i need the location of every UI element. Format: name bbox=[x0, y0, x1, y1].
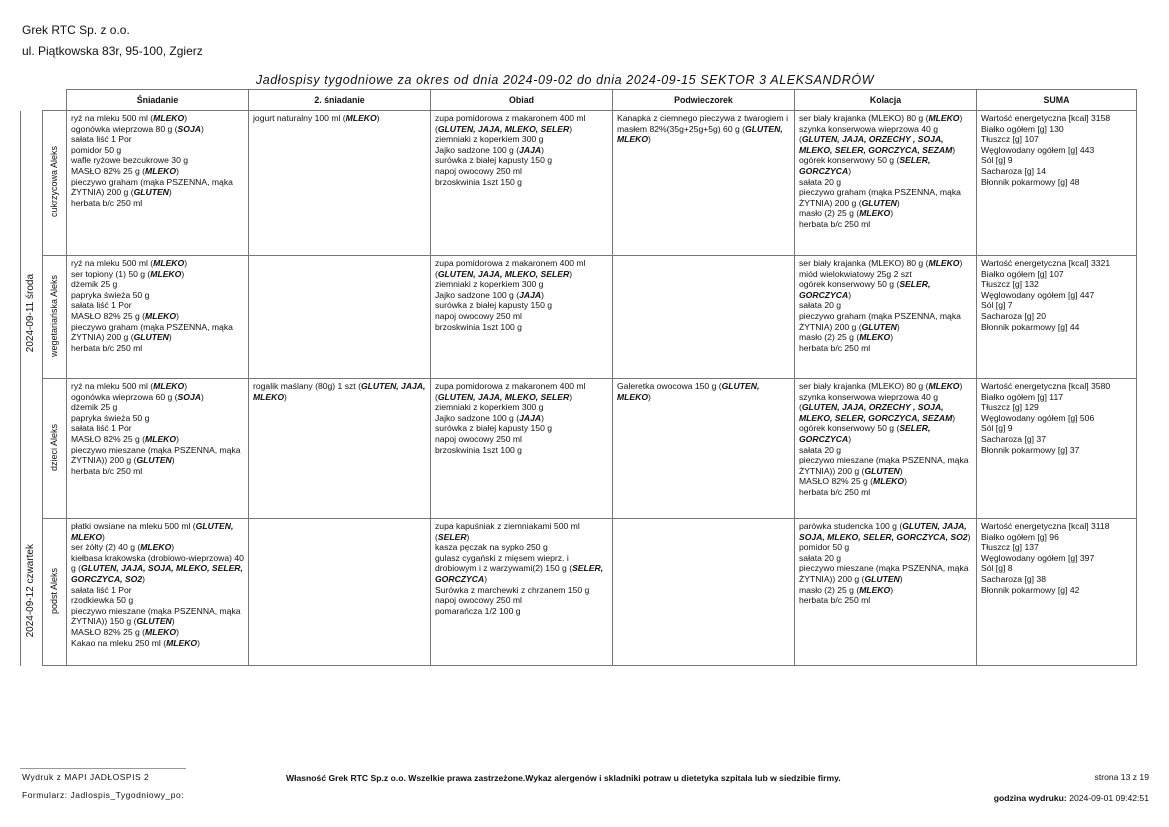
menu-item-line: papryka świeża 50 g bbox=[71, 412, 150, 423]
allergen-list: GLUTEN, JAJA, SOJA, MLEKO, SELER, GORCZYCA, SO2 bbox=[799, 521, 968, 542]
snack-cell bbox=[613, 379, 795, 519]
menu-item-line: masło (2) 25 g (MLEKO) bbox=[799, 332, 894, 343]
menu-item-line: pieczywo mieszane (mąka PSZENNA, mąka ŻYTNIA)) 200 g (GLUTEN) bbox=[71, 444, 241, 466]
nutrition-line: Białko ogółem [g] 107 bbox=[981, 268, 1064, 279]
menu-item-line: jogurt naturalny 100 ml (MLEKO) bbox=[253, 113, 380, 123]
menu-item-line: rogalik maślany (80g) 1 szt (GLUTEN, JAJA, MLEKO) bbox=[253, 381, 426, 402]
menu-item-line: wafle ryżowe bezcukrowe 30 g bbox=[71, 155, 189, 166]
allergen-list: MLEKO bbox=[859, 584, 891, 595]
allergen-list: JAJA bbox=[519, 144, 542, 155]
menu-item-line: ziemniaki z koperkiem 300 g bbox=[435, 134, 544, 145]
menu-item-line: dżemik 25 g bbox=[71, 279, 118, 290]
allergen-list: GLUTEN, JAJA, SOJA, MLEKO, SELER, GORCZYCA, SO2 bbox=[71, 563, 243, 584]
menu-item-line: pieczywo mieszane (mąka PSZENNA, mąka ŻYTNIA)) 200 g (GLUTEN) bbox=[799, 455, 969, 476]
menu-item-line: napoj owocowy 250 ml bbox=[435, 595, 522, 606]
menu-item-line: herbata b/c 250 ml bbox=[71, 342, 143, 353]
allergen-list: MLEKO bbox=[859, 332, 891, 343]
dinner-cell bbox=[795, 519, 977, 666]
nutrition-line: Błonnik pokarmowy [g] 37 bbox=[981, 444, 1080, 455]
nutrition-line: Białko ogółem [g] 96 bbox=[981, 531, 1059, 542]
diet-name: dzieci Aleks bbox=[49, 423, 60, 471]
day-date-cell bbox=[21, 111, 43, 519]
nutrition-line: Tłuszcz [g] 107 bbox=[981, 134, 1039, 145]
allergen-list: GLUTEN bbox=[136, 455, 172, 466]
diet-name: wegetariańska Aleks bbox=[49, 274, 60, 357]
allergen-list: SELER, GORCZYCA bbox=[435, 563, 604, 584]
allergen-list: GLUTEN, JAJA, MLEKO, SELER bbox=[437, 123, 570, 134]
column-header: Kolacja bbox=[795, 90, 977, 111]
menu-item-line: herbata b/c 250 ml bbox=[799, 218, 871, 229]
allergen-list: MLEKO bbox=[140, 542, 172, 553]
menu-item-line: brzoskwinia 1szt 150 g bbox=[435, 176, 522, 187]
allergen-list: SELER, GORCZYCA bbox=[799, 423, 931, 444]
second-breakfast-cell bbox=[249, 379, 431, 519]
column-header: Śniadanie bbox=[67, 90, 249, 111]
menu-item-line: sałata 20 g bbox=[799, 176, 842, 187]
menu-item-line: masło (2) 25 g (MLEKO) bbox=[799, 584, 894, 595]
menu-item-line: herbata b/c 250 ml bbox=[799, 595, 871, 606]
menu-item-line: rzodkiewka 50 g bbox=[71, 595, 134, 606]
header-spacer bbox=[43, 90, 67, 111]
nutrition-line: Węglowodany ogółem [g] 397 bbox=[981, 552, 1095, 563]
menu-item-line: sałata liść 1 Por bbox=[71, 584, 132, 595]
nutrition-line: Węglowodany ogółem [g] 443 bbox=[981, 144, 1095, 155]
nutrition-line: Białko ogółem [g] 117 bbox=[981, 391, 1064, 402]
breakfast-cell bbox=[67, 519, 249, 666]
menu-item-line: szynka konserwowa wieprzowa 40 g (GLUTEN, JAJA, ORZECHY , SOJA, MLEKO, SELER, GORCZYCA, SEZAM) bbox=[799, 123, 956, 155]
nutrition-line: Wartość energetyczna [kcal] 3118 bbox=[981, 521, 1110, 531]
menu-item-line: herbata b/c 250 ml bbox=[71, 197, 143, 208]
nutrition-line: Sacharoza [g] 14 bbox=[981, 165, 1046, 176]
allergen-list: GLUTEN, MLEKO bbox=[71, 521, 234, 542]
allergen-list: MLEKO bbox=[928, 381, 960, 391]
nutrition-line: Sacharoza [g] 20 bbox=[981, 310, 1046, 321]
menu-item-line: brzoskwinia 1szt 100 g bbox=[435, 444, 522, 455]
summary-cell bbox=[977, 111, 1137, 256]
footer-printout: Wydruk z MAPI JADŁOSPIS 2 bbox=[22, 772, 150, 782]
menu-item-line: surówka z białej kapusty 150 g bbox=[435, 155, 553, 166]
lunch-cell bbox=[431, 111, 613, 256]
allergen-list: SOJA bbox=[177, 123, 201, 134]
menu-row bbox=[21, 256, 1137, 379]
day-date: 2024-09-11 środa bbox=[25, 274, 37, 353]
snack-cell bbox=[613, 256, 795, 379]
menu-item-line: herbata b/c 250 ml bbox=[71, 465, 143, 476]
nutrition-line: Węglowodany ogółem [g] 506 bbox=[981, 412, 1095, 423]
menu-item-line: pomidor 50 g bbox=[71, 144, 122, 155]
company-name: Grek RTC Sp. z o.o. bbox=[22, 23, 130, 37]
menu-item-line: MASŁO 82% 25 g (MLEKO) bbox=[71, 626, 179, 637]
second-breakfast-cell bbox=[249, 256, 431, 379]
menu-item-line: Jajko sadzone 100 g (JAJA) bbox=[435, 412, 544, 423]
menu-item-line: napoj owocowy 250 ml bbox=[435, 165, 522, 176]
menu-item-line: pieczywo graham (mąka PSZENNA, mąka ŻYTNIA) 200 g (GLUTEN) bbox=[71, 176, 233, 198]
menu-item-line: sałata liść 1 Por bbox=[71, 134, 132, 145]
menu-item-line: ziemniaki z koperkiem 300 g bbox=[435, 279, 544, 290]
menu-item-line: szynka konserwowa wieprzowa 40 g (GLUTEN, JAJA, ORZECHY , SOJA, MLEKO, SELER, GORCZYCA, SEZAM) bbox=[799, 391, 956, 423]
menu-row bbox=[21, 111, 1137, 256]
second-breakfast-cell bbox=[249, 111, 431, 256]
allergen-list: MLEKO bbox=[150, 268, 182, 279]
allergen-list: GLUTEN bbox=[133, 332, 169, 343]
allergen-list: GLUTEN bbox=[133, 187, 169, 198]
menu-item-line: ser topiony (1) 50 g (MLEKO) bbox=[71, 268, 185, 279]
diet-cell bbox=[43, 111, 67, 256]
allergen-list: GLUTEN bbox=[861, 197, 897, 208]
menu-item-line: pomidor 50 g bbox=[799, 542, 850, 553]
menu-item-line: ogórek konserwowy 50 g (SELER, GORCZYCA) bbox=[799, 155, 931, 176]
menu-item-line: Kanapka z ciemnego pieczywa z twarogiem i masłem 82%(35g+25g+5g) 60 g (GLUTEN, MLEKO) bbox=[617, 113, 789, 145]
lunch-cell bbox=[431, 379, 613, 519]
nutrition-line: Błonnik pokarmowy [g] 44 bbox=[981, 321, 1080, 332]
menu-item-line: miód wielokwiatowy 25g 2 szt bbox=[799, 268, 912, 279]
menu-item-line: parówka studencka 100 g (GLUTEN, JAJA, SOJA, MLEKO, SELER, GORCZYCA, SO2) bbox=[799, 521, 971, 542]
menu-item-line: ogonówka wieprzowa 60 g (SOJA) bbox=[71, 391, 204, 402]
menu-item-line: zupa pomidorowa z makaronem 400 ml (GLUTEN, JAJA, MLEKO, SELER) bbox=[435, 113, 586, 134]
menu-item-line: kasza pęczak na sypko 250 g bbox=[435, 542, 548, 553]
summary-cell bbox=[977, 519, 1137, 666]
column-header: SUMA bbox=[977, 90, 1137, 111]
menu-item-line: napoj owocowy 250 ml bbox=[435, 433, 522, 444]
breakfast-cell bbox=[67, 256, 249, 379]
diet-name: cukrzycowa Aleks bbox=[49, 146, 60, 218]
allergen-list: GLUTEN, JAJA, MLEKO, SELER bbox=[437, 268, 570, 279]
allergen-list: MLEKO bbox=[153, 258, 185, 268]
nutrition-line: Błonnik pokarmowy [g] 48 bbox=[981, 176, 1080, 187]
header-row bbox=[21, 90, 1137, 111]
diet-cell bbox=[43, 379, 67, 519]
menu-item-line: masło (2) 25 g (MLEKO) bbox=[799, 208, 894, 219]
menu-item-line: ogórek konserwowy 50 g (SELER, GORCZYCA) bbox=[799, 279, 931, 300]
nutrition-line: Wartość energetyczna [kcal] 3580 bbox=[981, 381, 1111, 391]
nutrition-line: Sacharoza [g] 37 bbox=[981, 433, 1046, 444]
menu-item-line: papryka świeża 50 g bbox=[71, 289, 150, 300]
allergen-list: SELER, GORCZYCA bbox=[799, 155, 931, 176]
menu-row bbox=[21, 519, 1137, 666]
menu-item-line: pieczywo graham (mąka PSZENNA, mąka ŻYTNIA) 200 g (GLUTEN) bbox=[799, 310, 961, 332]
day-date-cell bbox=[21, 519, 43, 666]
menu-item-line: herbata b/c 250 ml bbox=[799, 486, 871, 497]
column-header: 2. śniadanie bbox=[249, 90, 431, 111]
allergen-list: SELER, GORCZYCA bbox=[799, 279, 931, 300]
allergen-list: JAJA bbox=[519, 412, 542, 423]
summary-cell bbox=[977, 256, 1137, 379]
menu-item-line: brzoskwinia 1szt 100 g bbox=[435, 321, 522, 332]
menu-item-line: ser biały krajanka (MLEKO) 80 g (MLEKO) bbox=[799, 113, 963, 123]
allergen-list: SOJA bbox=[177, 391, 201, 402]
menu-item-line: pieczywo mieszane (mąka PSZENNA, mąka ŻYTNIA)) 200 g (GLUTEN) bbox=[799, 563, 969, 584]
allergen-list: GLUTEN, JAJA, MLEKO, SELER bbox=[437, 391, 570, 402]
allergen-list: MLEKO bbox=[145, 626, 177, 637]
nutrition-line: Tłuszcz [g] 129 bbox=[981, 402, 1039, 413]
document-title: Jadłospisy tygodniowe za okres od dnia 2024-09-02 do dnia 2024-09-15 SEKTOR 3 ALEKSANDRÓW bbox=[255, 73, 875, 87]
menu-item-line: Galeretka owocowa 150 g (GLUTEN, MLEKO) bbox=[617, 381, 760, 402]
lunch-cell bbox=[431, 519, 613, 666]
menu-item-line: sałata 20 g bbox=[799, 444, 842, 455]
diet-cell bbox=[43, 519, 67, 666]
menu-item-line: Jajko sadzone 100 g (JAJA) bbox=[435, 289, 544, 300]
allergen-list: GLUTEN, JAJA, MLEKO bbox=[253, 381, 426, 402]
nutrition-line: Wartość energetyczna [kcal] 3321 bbox=[981, 258, 1111, 268]
menu-item-line: sałata 20 g bbox=[799, 300, 842, 311]
allergen-list: GLUTEN, JAJA, ORZECHY , SOJA, MLEKO, SELER, GORCZYCA, SEZAM bbox=[799, 134, 953, 155]
menu-item-line: surówka z białej kapusty 150 g bbox=[435, 423, 553, 434]
menu-item-line: MASŁO 82% 25 g (MLEKO) bbox=[799, 476, 907, 487]
menu-item-line: zupa pomidorowa z makaronem 400 ml (GLUTEN, JAJA, MLEKO, SELER) bbox=[435, 381, 586, 402]
menu-item-line: pieczywo graham (mąka PSZENNA, mąka ŻYTNIA) 200 g (GLUTEN) bbox=[799, 187, 961, 208]
menu-item-line: ogonówka wieprzowa 80 g (SOJA) bbox=[71, 123, 204, 134]
allergen-list: GLUTEN, MLEKO bbox=[617, 381, 760, 402]
allergen-list: MLEKO bbox=[345, 113, 377, 123]
menu-item-line: zupa pomidorowa z makaronem 400 ml (GLUTEN, JAJA, MLEKO, SELER) bbox=[435, 258, 586, 279]
menu-item-line: pieczywo mieszane (mąka PSZENNA, mąka ŻYTNIA)) 150 g (GLUTEN) bbox=[71, 605, 241, 627]
menu-row bbox=[21, 379, 1137, 519]
nutrition-line: Tłuszcz [g] 137 bbox=[981, 542, 1039, 553]
allergen-list: MLEKO bbox=[145, 433, 177, 444]
diet-cell bbox=[43, 256, 67, 379]
allergen-list: MLEKO bbox=[153, 381, 185, 391]
menu-item-line: ryż na mleku 500 ml (MLEKO) bbox=[71, 113, 188, 123]
allergen-list: JAJA bbox=[519, 289, 542, 300]
menu-item-line: płatki owsiane na mleku 500 ml (GLUTEN, MLEKO) bbox=[71, 521, 234, 542]
menu-item-line: MASŁO 82% 25 g (MLEKO) bbox=[71, 433, 179, 444]
menu-table bbox=[20, 89, 1137, 666]
menu-item-line: Jajko sadzone 100 g (JAJA) bbox=[435, 144, 544, 155]
nutrition-line: Węglowodany ogółem [g] 447 bbox=[981, 289, 1095, 300]
nutrition-line: Sól [g] 9 bbox=[981, 423, 1013, 434]
menu-item-line: sałata liść 1 Por bbox=[71, 300, 132, 311]
nutrition-line: Wartość energetyczna [kcal] 3158 bbox=[981, 113, 1111, 123]
dinner-cell bbox=[795, 256, 977, 379]
allergen-list: MLEKO bbox=[153, 113, 185, 123]
menu-item-line: ser biały krajanka (MLEKO) 80 g (MLEKO) bbox=[799, 258, 963, 268]
menu-item-line: ogórek konserwowy 50 g (SELER, GORCZYCA) bbox=[799, 423, 931, 444]
allergen-list: GLUTEN bbox=[864, 465, 900, 476]
menu-item-line: napoj owocowy 250 ml bbox=[435, 310, 522, 321]
menu-item-line: ziemniaki z koperkiem 300 g bbox=[435, 402, 544, 413]
snack-cell bbox=[613, 519, 795, 666]
allergen-list: MLEKO bbox=[928, 113, 960, 123]
menu-item-line: sałata liść 1 Por bbox=[71, 423, 132, 434]
menu-item-line: surówka z białej kapusty 150 g bbox=[435, 300, 553, 311]
menu-item-line: pieczywo graham (mąka PSZENNA, mąka ŻYTNIA) 200 g (GLUTEN) bbox=[71, 321, 233, 343]
menu-item-line: ryż na mleku 500 ml (MLEKO) bbox=[71, 258, 188, 268]
print-time bbox=[994, 793, 1149, 803]
menu-item-line: zupa kapuśniak z ziemniakami 500 ml (SELER) bbox=[435, 521, 580, 542]
menu-item-line: herbata b/c 250 ml bbox=[799, 342, 871, 353]
lunch-cell bbox=[431, 256, 613, 379]
allergen-list: GLUTEN bbox=[864, 573, 900, 584]
menu-item-line: gulasz cygański z mięsem wieprz. i drobiowym i z warzywami(2) 150 g (SELER, GORCZYCA) bbox=[435, 552, 604, 584]
menu-item-line: dżemik 25 g bbox=[71, 402, 118, 413]
menu-item-line: MASŁO 82% 25 g (MLEKO) bbox=[71, 165, 179, 176]
nutrition-line: Białko ogółem [g] 130 bbox=[981, 123, 1064, 134]
menu-item-line: pomarańcza 1/2 100 g bbox=[435, 605, 521, 616]
allergen-list: MLEKO bbox=[859, 208, 891, 219]
print-time-label: godzina wydruku: bbox=[993, 793, 1067, 803]
allergen-list: MLEKO bbox=[873, 476, 905, 487]
breakfast-cell bbox=[67, 111, 249, 256]
page-number: strona 13 z 19 bbox=[1094, 772, 1149, 782]
nutrition-line: Sól [g] 7 bbox=[981, 300, 1013, 311]
dinner-cell bbox=[795, 111, 977, 256]
allergen-list: GLUTEN bbox=[861, 321, 897, 332]
allergen-list: GLUTEN bbox=[136, 616, 172, 627]
menu-item-line: Surówka z marchewki z chrzanem 150 g bbox=[435, 584, 590, 595]
day-date: 2024-09-12 czwartek bbox=[25, 544, 37, 638]
header-spacer bbox=[21, 90, 43, 111]
allergen-list: GLUTEN, MLEKO bbox=[617, 123, 783, 145]
footer-notice: Własność Grek RTC Sp.z o.o. Wszelkie prawa zastrzeżone.Wykaz alergenów i skladniki potraw u dietetyka szpitala lub w siedzibie firmy. bbox=[286, 773, 841, 783]
menu-item-line: kiełbasa krakowska (drobiowo-wieprzowa) 40 g (GLUTEN, JAJA, SOJA, MLEKO, SELER, GORCZYCA, SO2) bbox=[71, 552, 244, 584]
allergen-list: GLUTEN, JAJA, ORZECHY , SOJA, MLEKO, SELER, GORCZYCA, SEZAM bbox=[799, 402, 953, 423]
column-header: Podwieczorek bbox=[613, 90, 795, 111]
menu-item-line: Kakao na mleku 250 ml (MLEKO) bbox=[71, 637, 200, 648]
menu-item-line: sałata 20 g bbox=[799, 552, 842, 563]
print-time-value: 2024-09-01 09:42:51 bbox=[1069, 793, 1149, 803]
nutrition-line: Sól [g] 9 bbox=[981, 155, 1013, 166]
allergen-list: MLEKO bbox=[166, 637, 198, 648]
nutrition-line: Tłuszcz [g] 132 bbox=[981, 279, 1039, 290]
menu-item-line: ser żółty (2) 40 g (MLEKO) bbox=[71, 542, 175, 553]
menu-item-line: ser biały krajanka (MLEKO) 80 g (MLEKO) bbox=[799, 381, 963, 391]
diet-name: podst Aleks bbox=[49, 567, 60, 614]
allergen-list: SELER bbox=[437, 531, 467, 542]
allergen-list: MLEKO bbox=[145, 165, 177, 176]
nutrition-line: Błonnik pokarmowy [g] 42 bbox=[981, 584, 1080, 595]
nutrition-line: Sól [g] 8 bbox=[981, 563, 1013, 574]
allergen-list: MLEKO bbox=[145, 310, 177, 321]
breakfast-cell bbox=[67, 379, 249, 519]
company-address: ul. Piątkowska 83r, 95-100, Zgierz bbox=[22, 44, 203, 58]
menu-item-line: MASŁO 82% 25 g (MLEKO) bbox=[71, 310, 179, 321]
footer-divider bbox=[20, 768, 186, 769]
summary-cell bbox=[977, 379, 1137, 519]
dinner-cell bbox=[795, 379, 977, 519]
menu-item-line: ryż na mleku 500 ml (MLEKO) bbox=[71, 381, 188, 391]
nutrition-line: Sacharoza [g] 38 bbox=[981, 573, 1046, 584]
allergen-list: MLEKO bbox=[928, 258, 960, 268]
footer-form: Formularz: Jadlospis_Tygodniowy_po: bbox=[22, 790, 185, 800]
snack-cell bbox=[613, 111, 795, 256]
second-breakfast-cell bbox=[249, 519, 431, 666]
column-header: Obiad bbox=[431, 90, 613, 111]
